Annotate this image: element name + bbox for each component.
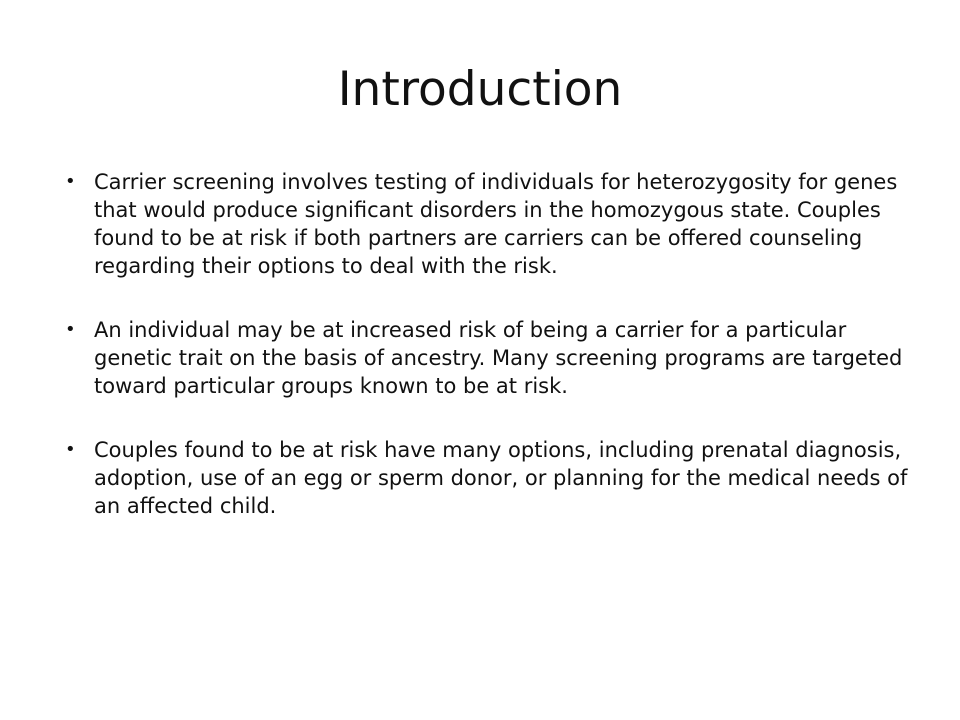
bullet-dot-icon: •: [65, 171, 76, 192]
bullet-item: [60, 436, 920, 520]
bullet-dot-icon: •: [65, 319, 76, 340]
bullet-item: [60, 316, 920, 400]
bullet-text: Couples found to be at risk have many options, including prenatal diagnosis, adoption, use of an egg or sperm donor, or planning for the medical needs of an affected child.: [94, 438, 908, 518]
bullet-item: [60, 168, 920, 280]
slide-title: Introduction: [337, 62, 623, 117]
bullet-text: Carrier screening involves testing of individuals for heterozygosity for genes that would produce significant disorders in the homozygous state. Couples found to be at risk if both partners are carriers can be offered counseling regarding their options to deal with the risk.: [94, 170, 898, 278]
bullet-text: An individual may be at increased risk of being a carrier for a particular genetic trait on the basis of ancestry. Many screening programs are targeted toward particular groups known to be at risk.: [94, 318, 903, 398]
bullet-dot-icon: •: [65, 439, 76, 460]
bullet-list: [60, 168, 920, 556]
